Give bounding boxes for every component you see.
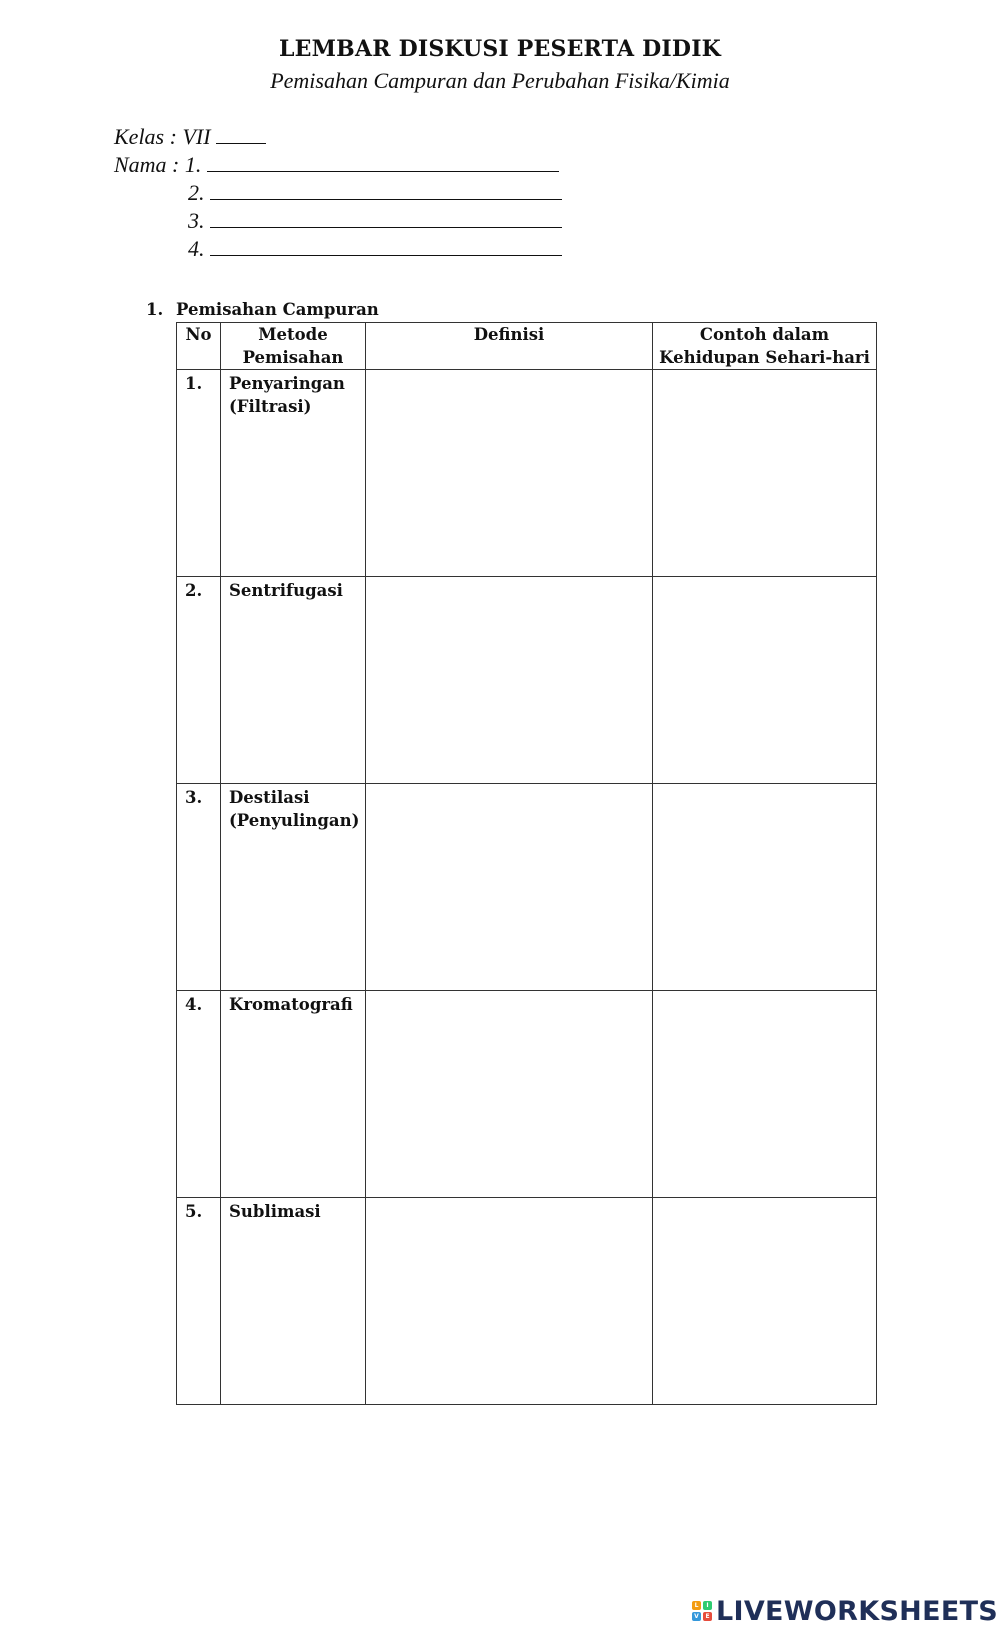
nama-line-number: 2.: [188, 180, 205, 205]
nama-row-1: [114, 152, 559, 178]
definition-cell[interactable]: [366, 991, 653, 1198]
nama-field-3[interactable]: [210, 209, 562, 228]
nama-field-1[interactable]: [207, 153, 559, 172]
row-number: 2.: [177, 577, 221, 784]
definition-cell[interactable]: [366, 784, 653, 991]
section-title: Pemisahan Campuran: [176, 300, 379, 319]
table-row: [177, 1198, 877, 1405]
kelas-label: Kelas : VII: [114, 124, 211, 149]
row-method: Sublimasi: [221, 1198, 366, 1405]
nama-field-2[interactable]: [210, 181, 562, 200]
row-method: Kromatografi: [221, 991, 366, 1198]
liveworksheets-logo[interactable]: [692, 1595, 998, 1627]
separation-methods-table: [176, 322, 877, 1405]
header-metode: Metode Pemisahan: [221, 323, 366, 370]
page-subtitle: Pemisahan Campuran dan Perubahan Fisika/Kimia: [270, 68, 730, 93]
kelas-field[interactable]: [216, 125, 266, 144]
logo-letter: E: [703, 1612, 712, 1621]
nama-label: Nama : 1.: [114, 152, 202, 177]
table-row: [177, 370, 877, 577]
nama-line-number: 3.: [188, 208, 205, 233]
nama-field-4[interactable]: [210, 237, 562, 256]
nama-row-2: [188, 180, 562, 206]
header-no: No: [177, 323, 221, 370]
logo-letter: I: [703, 1601, 712, 1610]
definition-cell[interactable]: [366, 1198, 653, 1405]
row-number: 1.: [177, 370, 221, 577]
row-method: Penyaringan (Filtrasi): [221, 370, 366, 577]
logo-mark-icon: [692, 1601, 712, 1621]
nama-row-4: [188, 236, 562, 262]
example-cell[interactable]: [653, 991, 877, 1198]
example-cell[interactable]: [653, 1198, 877, 1405]
table-row: [177, 991, 877, 1198]
example-cell[interactable]: [653, 577, 877, 784]
table-header-row: [177, 323, 877, 370]
definition-cell[interactable]: [366, 577, 653, 784]
row-number: 4.: [177, 991, 221, 1198]
definition-cell[interactable]: [366, 370, 653, 577]
kelas-row: [114, 124, 266, 150]
row-method: Sentrifugasi: [221, 577, 366, 784]
row-number: 3.: [177, 784, 221, 991]
row-method: Destilasi (Penyulingan): [221, 784, 366, 991]
example-cell[interactable]: [653, 370, 877, 577]
nama-row-3: [188, 208, 562, 234]
header-contoh: Contoh dalam Kehidupan Sehari-hari: [653, 323, 877, 370]
nama-line-number: 4.: [188, 236, 205, 261]
section-number: 1.: [146, 300, 164, 319]
logo-text: LIVEWORKSHEETS: [716, 1595, 999, 1627]
logo-letter: V: [692, 1612, 701, 1621]
logo-letter: L: [692, 1601, 701, 1610]
page-title: LEMBAR DISKUSI PESERTA DIDIK: [278, 36, 722, 62]
example-cell[interactable]: [653, 784, 877, 991]
header-definisi: Definisi: [366, 323, 653, 370]
table-row: [177, 784, 877, 991]
section-heading: [146, 300, 379, 319]
row-number: 5.: [177, 1198, 221, 1405]
table-row: [177, 577, 877, 784]
